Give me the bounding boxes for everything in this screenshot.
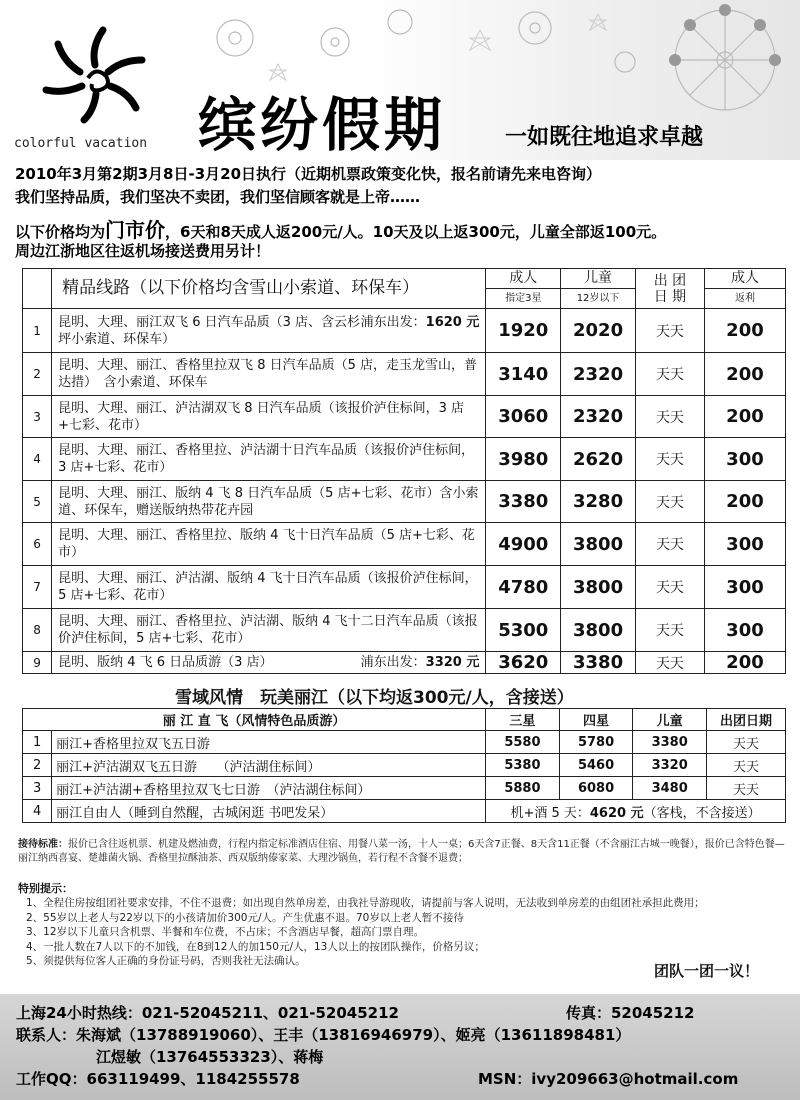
row-adult-price: 3060 [486, 396, 561, 438]
fax: 传真：52045212 [566, 1004, 695, 1022]
row-3star-price: 5380 [486, 754, 560, 777]
pricing-pre: 以下价格均为 [15, 223, 106, 241]
header-rebate: 成人 返利 [704, 269, 785, 309]
row-adult-price: 5300 [486, 609, 561, 652]
work-qq: 工作QQ：663119499、1184255578 [16, 1070, 300, 1088]
row-child-price: 3320 [633, 754, 707, 777]
row-depart: 天天 [635, 523, 704, 566]
row-desc: 昆明、大理、丽江、版纳 4 飞 8 日汽车品质（5 店+七彩、花市）含小索道、环保车，赠送版纳热带花卉园 [52, 481, 486, 523]
msn: MSN：ivy209663@hotmail.com [478, 1070, 739, 1088]
row-rebate: 200 [704, 652, 785, 674]
row-rebate: 300 [704, 609, 785, 652]
row-adult-price: 3380 [486, 481, 561, 523]
row-num: 4 [23, 800, 52, 823]
table-row [23, 777, 786, 800]
lijiang-routes-table [22, 708, 786, 823]
featured-routes-table [22, 268, 786, 674]
row-rebate: 300 [704, 438, 785, 481]
row-adult-price: 4900 [486, 523, 561, 566]
row-4star-price: 5460 [559, 754, 633, 777]
row-depart: 天天 [635, 309, 704, 353]
service-standard [18, 838, 788, 866]
header-child: 儿童 [633, 709, 707, 731]
row-child-price: 3380 [633, 731, 707, 754]
row-num: 1 [23, 731, 52, 754]
table-row [23, 754, 786, 777]
tips-title: 特别提示： [18, 882, 73, 895]
row-child-price: 3280 [561, 481, 636, 523]
row-desc: 昆明、大理、丽江、香格里拉、泸沽湖、版纳 4 飞十二日汽车品质（该报价泸住标间，5 店+七彩、花市） [52, 609, 486, 652]
row-desc: 昆明、大理、丽江、泸沽湖、版纳 4 飞十日汽车品质（该报价泸住标间，5 店+七彩、花市） [52, 566, 486, 609]
header-title: 丽 江 直 飞（风情特色品质游） [23, 709, 486, 731]
table-header-row [23, 269, 786, 309]
table-row [23, 800, 786, 823]
row-num: 1 [23, 309, 52, 353]
tip-item: 3、12岁以下儿童只含机票、半餐和车位费，不占床；不含酒店早餐，超高门票自理。 [26, 926, 425, 938]
row-desc: 丽江+香格里拉双飞五日游 [52, 731, 486, 754]
row-child-price: 2320 [561, 353, 636, 396]
row-adult-price: 3140 [486, 353, 561, 396]
table-row [23, 652, 786, 674]
service-standard-label: 接待标准： [18, 839, 68, 850]
table-row [23, 731, 786, 754]
row-depart: 天天 [635, 566, 704, 609]
pricing-emphasis: 门市价 [105, 218, 166, 242]
row-num: 6 [23, 523, 52, 566]
row-free-price: 机+酒 5 天：4620 元（客栈，不含接送） [486, 800, 786, 823]
row-depart: 天天 [635, 438, 704, 481]
pricing-line [15, 214, 666, 243]
row-rebate: 300 [704, 566, 785, 609]
row-num: 5 [23, 481, 52, 523]
page-title: 缤纷假期 [198, 91, 447, 159]
header-depart: 出团日期 [706, 709, 785, 731]
row-num: 7 [23, 566, 52, 609]
row-num: 3 [23, 396, 52, 438]
row-child-price: 3480 [633, 777, 707, 800]
row-num: 8 [23, 609, 52, 652]
slogan: 一如既往地追求卓越 [505, 125, 704, 150]
pricing-post: ，6天和8天成人返200元/人。10天及以上返300元，儿童全部返100元。 [165, 223, 667, 241]
row-depart: 天天 [635, 481, 704, 523]
row-depart: 天天 [635, 353, 704, 396]
tip-item: 1、全程住房按组团社要求安排，不住不退费；如出现自然单房差，由我社导游现收，请提前与客人说明，无法收到单房差的由组团社承担此费用； [26, 897, 705, 909]
table-header-row [23, 709, 786, 731]
row-rebate: 200 [704, 481, 785, 523]
row-desc: 昆明、大理、丽江、香格里拉、版纳 4 飞十日汽车品质（5 店+七彩、花市） [52, 523, 486, 566]
row-depart: 天天 [706, 754, 785, 777]
row-desc: 浦东出发：1620 元 昆明、大理、丽江双飞 6 日汽车品质（3 店、含云杉坪小索道、环保车） [52, 309, 486, 353]
row-child-price: 2020 [561, 309, 636, 353]
table-row [23, 396, 786, 438]
logo-text: colorful vacation [14, 136, 148, 151]
header-child: 儿童 12岁以下 [561, 269, 636, 309]
row-desc: 丽江自由人（睡到自然醒，古城闲逛 书吧发呆） [52, 800, 486, 823]
row-4star-price: 6080 [559, 777, 633, 800]
row-depart: 天天 [635, 609, 704, 652]
tip-item: 4、一批人数在7人以下的不加钱，在8到12人的加150元/人，13人以上的按团队操作，价格另议； [26, 940, 485, 953]
row-num: 9 [23, 652, 52, 674]
row-desc: 昆明、大理、丽江、香格里拉双飞 8 日汽车品质（5 店，走玉龙雪山，普达措） 含小索道、环保车 [52, 353, 486, 396]
table-row [23, 609, 786, 652]
row-num: 2 [23, 353, 52, 396]
table-row [23, 481, 786, 523]
header-num [23, 269, 52, 309]
table-row [23, 566, 786, 609]
contacts-2: 江煜敏（13764553323）、蒋梅 [96, 1048, 324, 1066]
row-adult-price: 3620 [486, 652, 561, 674]
departure-note: 浦东出发：3320 元 [360, 655, 480, 670]
row-desc: 昆明、大理、丽江、香格里拉、泸沽湖十日汽车品质（该报价泸住标间，3 店+七彩、花市） [52, 438, 486, 481]
departure-note: 浦东出发：1620 元 [360, 314, 480, 330]
row-child-price: 3800 [561, 566, 636, 609]
promise-line: 我们坚持品质，我们坚决不卖团，我们坚信顾客就是上帝…… [15, 188, 421, 206]
contacts: 联系人：朱海斌（13788919060）、王丰（13816946979）、姬亮（13611898481） [16, 1026, 631, 1044]
row-desc: 丽江+泸沽湖+香格里拉双飞七日游 （泸沽湖住标间） [52, 777, 486, 800]
row-depart: 天天 [635, 652, 704, 674]
section-title: 雪域风情 玩美丽江（以下均返300元/人，含接送） [175, 688, 574, 708]
tip-item: 5、须提供每位客人正确的身份证号码，否则我社无法确认。 [26, 955, 306, 967]
row-child-price: 3380 [561, 652, 636, 674]
table-row [23, 523, 786, 566]
transfer-line: 周边江浙地区往返机场接送费用另计！ [15, 242, 271, 260]
table-row [23, 353, 786, 396]
team-note: 团队一团一议！ [654, 962, 760, 980]
row-depart: 天天 [635, 396, 704, 438]
row-child-price: 2320 [561, 396, 636, 438]
row-desc: 昆明、大理、丽江、泸沽湖双飞 8 日汽车品质（该报价泸住标间，3 店+七彩、花市） [52, 396, 486, 438]
row-rebate: 200 [704, 309, 785, 353]
tips-list [26, 896, 786, 969]
row-child-price: 3800 [561, 523, 636, 566]
table-row [23, 438, 786, 481]
row-child-price: 2620 [561, 438, 636, 481]
header-banner [0, 0, 800, 160]
row-desc: 浦东出发：3320 元 昆明、版纳 4 飞 6 日品质游（3 店） [52, 652, 486, 674]
sun-swirl-logo-icon [30, 20, 160, 130]
row-adult-price: 1920 [486, 309, 561, 353]
table-row [23, 309, 786, 353]
header-title: 精品线路（以下价格均含雪山小索道、环保车） [52, 269, 486, 309]
row-num: 4 [23, 438, 52, 481]
row-4star-price: 5780 [559, 731, 633, 754]
row-adult-price: 4780 [486, 566, 561, 609]
row-child-price: 3800 [561, 609, 636, 652]
row-rebate: 200 [704, 353, 785, 396]
row-num: 2 [23, 754, 52, 777]
hotline: 上海24小时热线：021-52045211、021-52045212 [16, 1004, 399, 1022]
row-num: 3 [23, 777, 52, 800]
row-rebate: 200 [704, 396, 785, 438]
row-depart: 天天 [706, 731, 785, 754]
row-rebate: 300 [704, 523, 785, 566]
schedule-line: 2010年3月第2期3月8日-3月20日执行（近期机票政策变化快，报名前请先来电咨询） [15, 165, 602, 183]
row-desc: 丽江+泸沽湖双飞五日游 （泸沽湖住标间） [52, 754, 486, 777]
contact-footer [0, 994, 800, 1100]
header-4star: 四星 [559, 709, 633, 731]
row-depart: 天天 [706, 777, 785, 800]
header-adult: 成人 指定3星 [486, 269, 561, 309]
tip-item: 2、55岁以上老人与22岁以下的小孩请加价300元/人。产生优惠不退。70岁以上老人暂不接待 [26, 911, 464, 924]
row-3star-price: 5880 [486, 777, 560, 800]
row-adult-price: 3980 [486, 438, 561, 481]
service-standard-text: 报价已含往返机票、机建及燃油费，行程内指定标准酒店住宿、用餐八菜一汤，十人一桌；6天含7正餐、8天含11正餐（不含丽江古城一晚餐），报价已含特色餐—丽江纳西喜宴、楚雄菌火锅、香格里拉酥油茶、西双版纳傣家菜、大理沙锅鱼，若行程不含餐不退费； [18, 839, 785, 864]
header-depart: 出 团 日 期 [635, 269, 704, 309]
header-3star: 三星 [486, 709, 560, 731]
row-3star-price: 5580 [486, 731, 560, 754]
